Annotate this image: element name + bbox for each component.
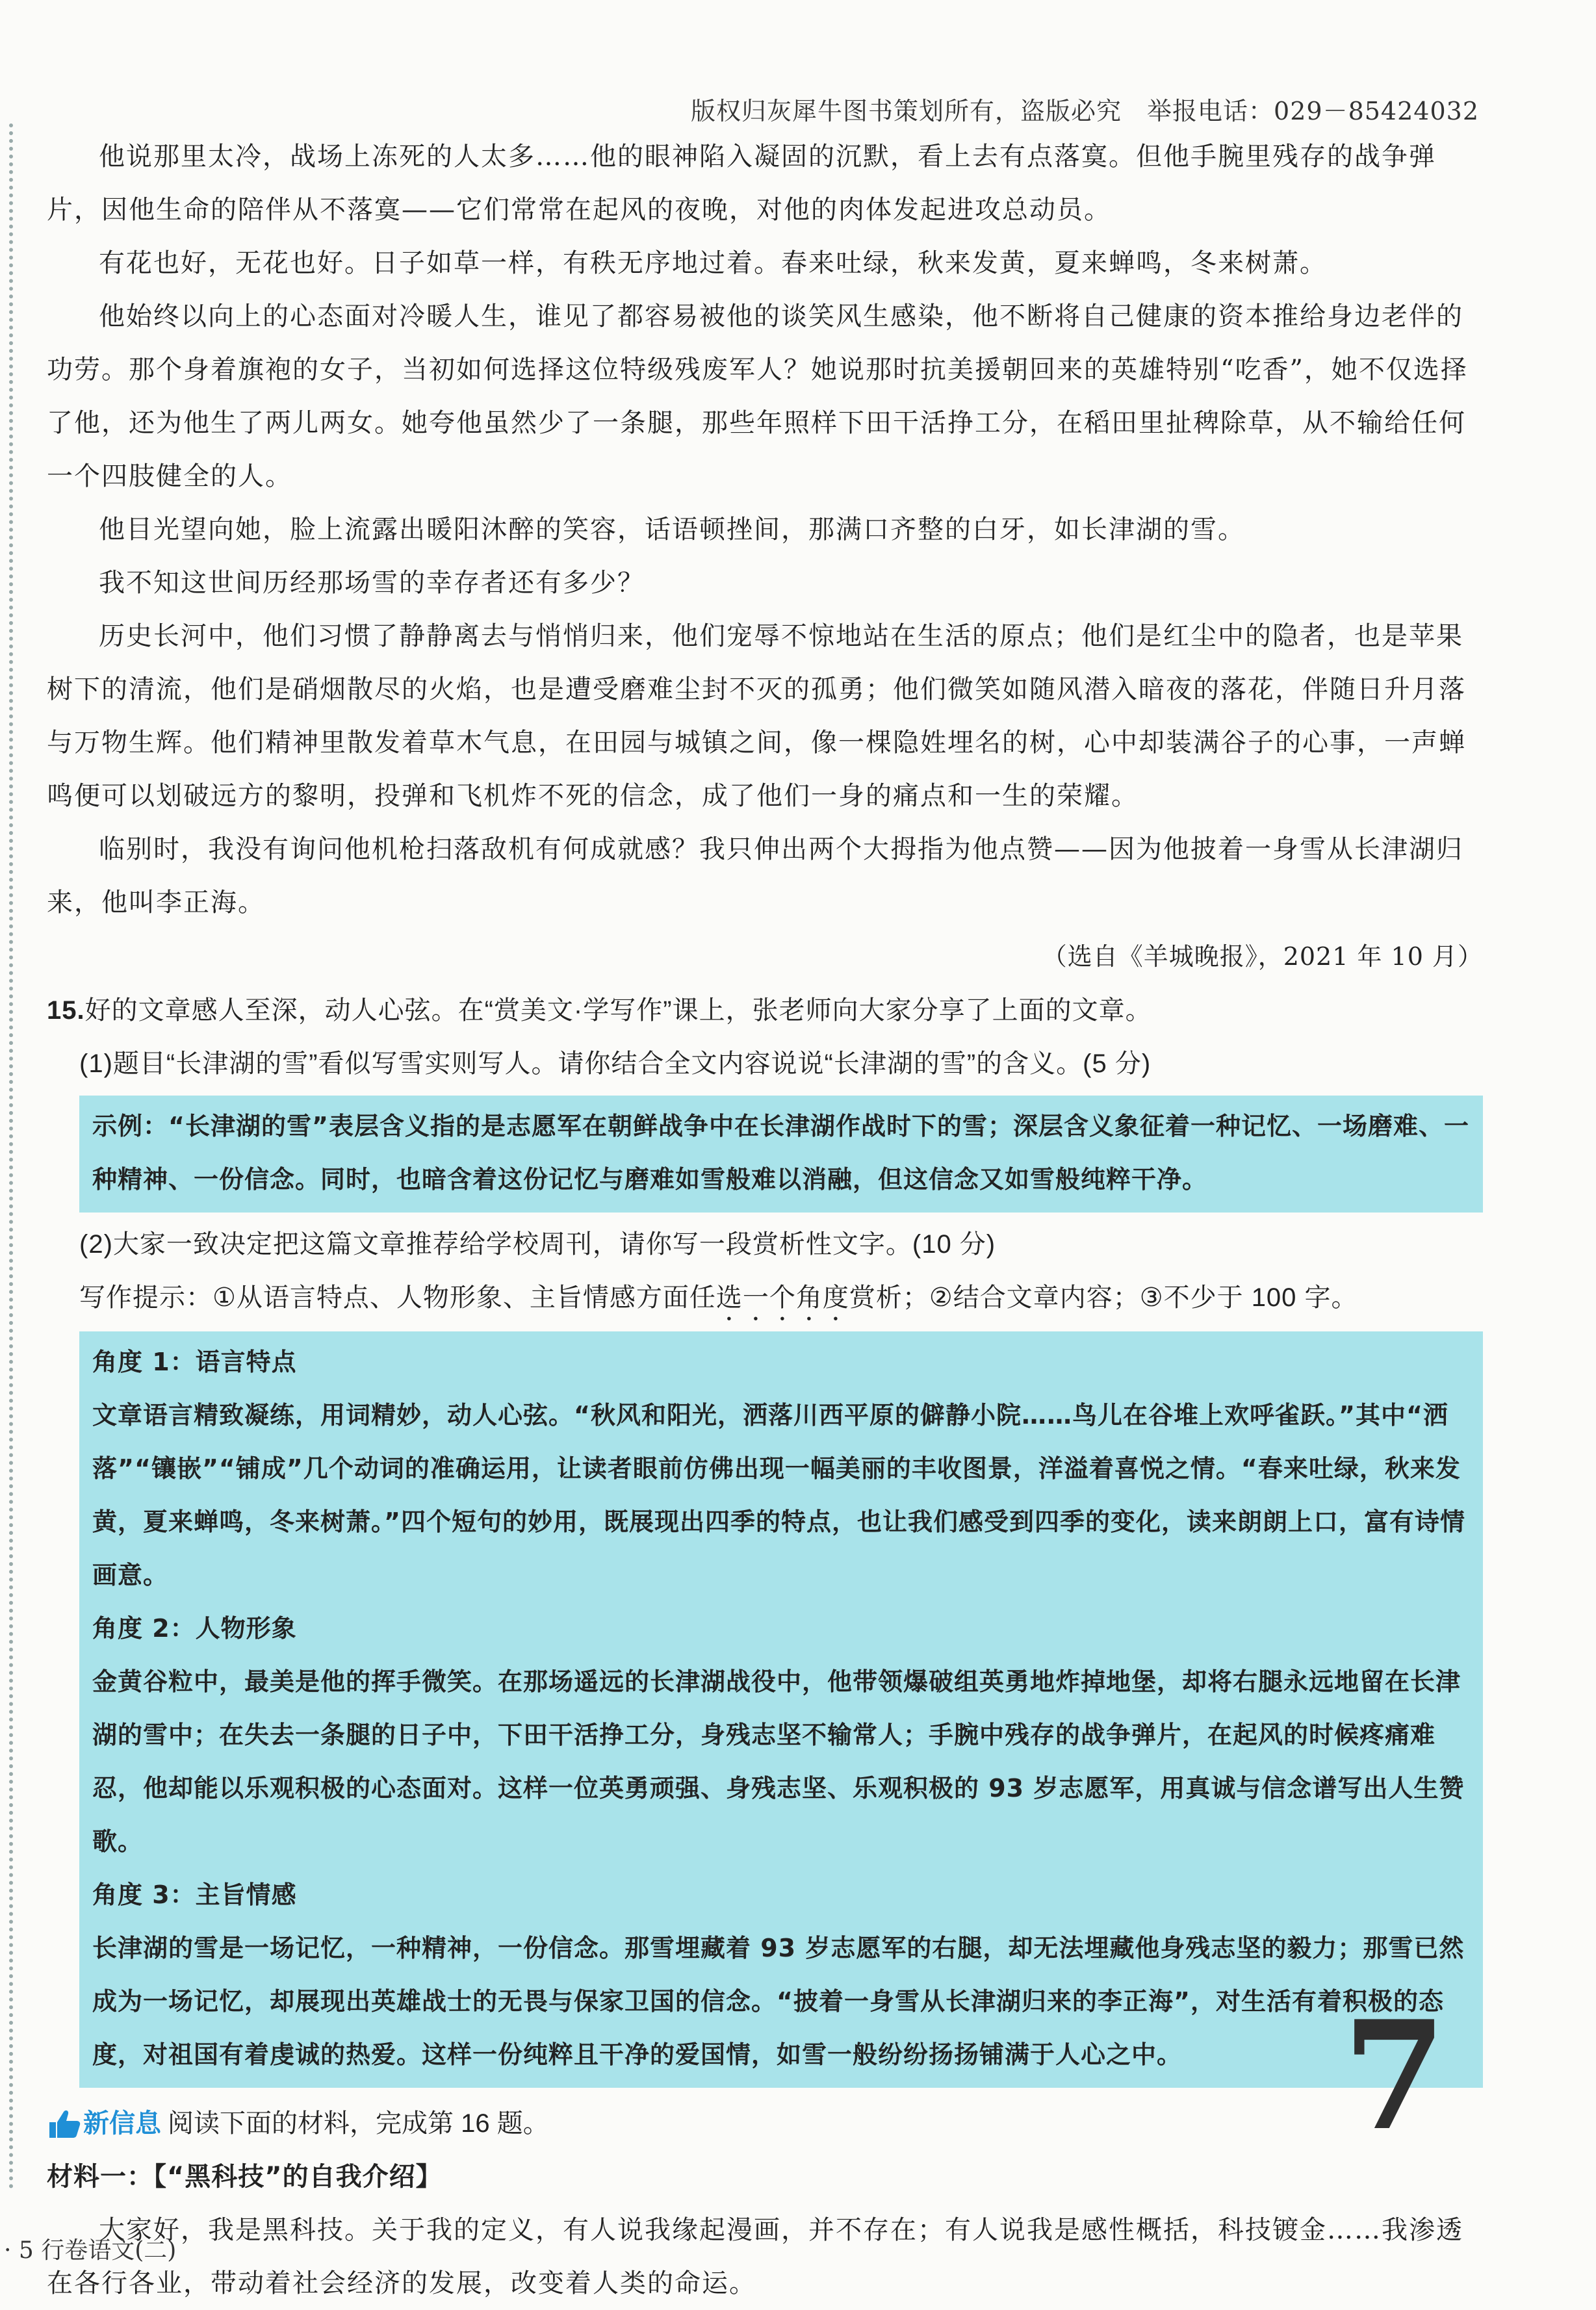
angle-heading: 角度 2：人物形象 [92,1614,297,1643]
new-info-text: 阅读下面的材料，完成第 16 题。 [168,2109,549,2138]
hint-emphasis: 选一个角度 [715,1283,849,1312]
question-stem: 好的文章感人至深，动人心弦。在“赏美文·学写作”课上，张老师向大家分享了上面的文章。 [84,996,1152,1025]
writing-hint [47,1271,1483,1326]
angle-text: 长津湖的雪是一场记忆，一种精神，一份信念。那雪埋藏着 93 岁志愿军的右腿，却无法埋藏他身残志坚的毅力；那雪已然成为一场记忆，却展现出英雄战士的无畏与保家卫国的信念。“披着一身雪从长津湖归来的李正海”，对生活有着积极的态度，对祖国有着虔诚的热爱。这样一份纯粹且干净的爱国情，如雪一般纷纷扬扬铺满于人心之中。 [92,1934,1465,2069]
new-info-line [47,2097,1483,2150]
material-title: 材料一：【“黑科技”的自我介绍】 [47,2162,443,2192]
thumbs-up-icon [47,2108,83,2139]
page-number: 7 [1342,1988,1447,2164]
source-citation: （选自《羊城晚报》，2021 年 10 月） [1042,942,1483,971]
new-info-label: 新信息 [83,2109,161,2138]
answer-1-highlight: 示例：“长津湖的雪”表层含义指的是志愿军在朝鲜战争中在长津湖作战时下的雪；深层含义象征着一种记忆、一场磨难、一种精神、一份信念。同时，也暗含着这份记忆与磨难如雪般难以消融，但这信念又如雪般纯粹干净。 [79,1096,1483,1213]
material-text: 大家好，我是黑科技。关于我的定义，有人说我缘起漫画，并不存在；有人说我是感性概括，科技镀金……我渗透在各行各业，带动着社会经济的发展，改变着人类的命运。 [47,2215,1463,2298]
paragraph: 有花也好，无花也好。日子如草一样，有秩无序地过着。春来吐绿，秋来发黄，夏来蝉鸣，冬来树萧。 [99,248,1327,278]
page-content [47,130,1483,2310]
footer-label: · 5 行卷语文(二) [4,2237,177,2264]
hint-suffix: 赏析；②结合文章内容；③不少于 100 字。 [849,1283,1358,1312]
new-info-badge [47,2097,161,2150]
question-15 [47,984,1483,1037]
paragraph: 历史长河中，他们习惯了静静离去与悄悄归来，他们宠辱不惊地站在生活的原点；他们是红尘中的隐者，也是苹果树下的清流，他们是硝烟散尽的火焰，也是遭受磨难尘封不灭的孤勇；他们微笑如随风潜入暗夜的落花，伴随日升月落与万物生辉。他们精神里散发着草木气息，在田园与城镇之间，像一棵隐姓埋名的树，心中却装满谷子的心事，一声蝉鸣便可以划破远方的黎明，投弹和飞机炸不死的信念，成了他们一身的痛点和一生的荣耀。 [47,621,1466,811]
sub-question-1: (1)题目“长津湖的雪”看似写雪实则写人。请你结合全文内容说说“长津湖的雪”的含义。(5 分) [79,1049,1152,1078]
sub-question-2: (2)大家一致决定把这篇文章推荐给学校周刊，请你写一段赏析性文字。(10 分) [79,1230,996,1259]
paragraph: 他始终以向上的心态面对冷暖人生，谁见了都容易被他的谈笑风生感染，他不断将自己健康的资本推给身边老伴的功劳。那个身着旗袍的女子，当初如何选择这位特级残废军人？她说那时抗美援朝回来的英雄特别“吃香”，她不仅选择了他，还为他生了两儿两女。她夸他虽然少了一条腿，那些年照样下田干活挣工分，在稻田里扯稗除草，从不输给任何一个四肢健全的人。 [47,302,1468,491]
angle-heading: 角度 1：语言特点 [92,1348,297,1376]
copyright-header: 版权归灰犀牛图书策划所有，盗版必究 举报电话：029－85424032 [691,97,1479,125]
paragraph: 他目光望向她，脸上流露出暖阳沐醉的笑容，话语顿挫间，那满口齐整的白牙，如长津湖的雪。 [99,515,1245,545]
question-number: 15. [47,996,85,1025]
angle-text: 文章语言精致凝练，用词精妙，动人心弦。“秋风和阳光，洒落川西平原的僻静小院……鸟儿在谷堆上欢呼雀跃。”其中“洒落”“镶嵌”“铺成”几个动词的准确运用，让读者眼前仿佛出现一幅美丽的丰收图景，洋溢着喜悦之情。“春来吐绿，秋来发黄，夏来蝉鸣，冬来树萧。”四个短句的妙用，既展现出四季的特点，也让我们感受到四季的变化，读来朗朗上口，富有诗情画意。 [92,1401,1465,1589]
answer-2-highlight [79,1331,1483,2088]
angle-text: 金黄谷粒中，最美是他的挥手微笑。在那场遥远的长津湖战役中，他带领爆破组英勇地炸掉地堡，却将右腿永远地留在长津湖的雪中；在失去一条腿的日子中，下田干活挣工分，身残志坚不输常人；手腕中残存的战争弹片，在起风的时候疼痛难忍，他却能以乐观积极的心态面对。这样一位英勇顽强、身残志坚、乐观积极的 93 岁志愿军，用真诚与信念谱写出人生赞歌。 [92,1667,1465,1856]
paragraph: 他说那里太冷，战场上冻死的人太多……他的眼神陷入凝固的沉默，看上去有点落寞。但他手腕里残存的战争弹片，因他生命的陪伴从不落寞——它们常常在起风的夜晚，对他的肉体发起进攻总动员。 [47,142,1436,225]
paragraph: 临别时，我没有询问他机枪扫落敌机有何成就感？我只伸出两个大拇指为他点赞——因为他披着一身雪从长津湖归来，他叫李正海。 [47,834,1463,918]
left-margin-dots [9,123,13,2190]
hint-prefix: 写作提示：①从语言特点、人物形象、主旨情感方面任 [79,1283,716,1312]
angle-heading: 角度 3：主旨情感 [92,1880,297,1909]
paragraph: 我不知这世间历经那场雪的幸存者还有多少？ [99,568,645,598]
